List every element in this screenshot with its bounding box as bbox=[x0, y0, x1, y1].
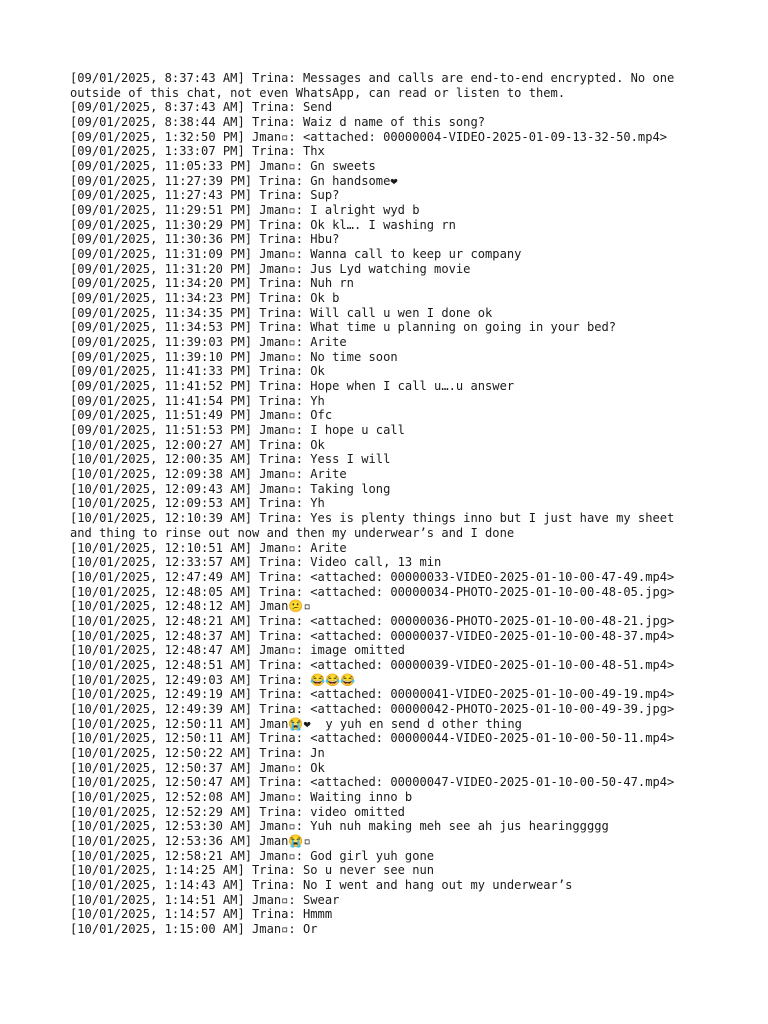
chat-line: [09/01/2025, 11:27:43 PM] Trina: Sup? bbox=[70, 188, 340, 203]
chat-line: [09/01/2025, 11:41:33 PM] Trina: Ok bbox=[70, 364, 325, 379]
chat-line: [10/01/2025, 12:48:37 AM] Trina: <attached: 00000037-VIDEO-2025-01-10-00-48-37.mp4> bbox=[70, 628, 675, 643]
chat-line: [09/01/2025, 11:51:53 PM] Jman▫: I hope u call bbox=[70, 423, 405, 438]
chat-line: [09/01/2025, 11:34:23 PM] Trina: Ok b bbox=[70, 291, 340, 306]
chat-line: [10/01/2025, 12:50:47 AM] Trina: <attached: 00000047-VIDEO-2025-01-10-00-50-47.mp4> bbox=[70, 775, 675, 790]
chat-line: [09/01/2025, 11:30:29 PM] Trina: Ok kl…. I washing rn bbox=[70, 217, 456, 232]
chat-line: [09/01/2025, 11:31:20 PM] Jman▫: Jus Lyd watching movie bbox=[70, 261, 471, 276]
chat-line: [09/01/2025, 11:41:52 PM] Trina: Hope when I call u….u answer bbox=[70, 379, 515, 394]
chat-line: [09/01/2025, 11:29:51 PM] Jman▫: I alright wyd b bbox=[70, 203, 420, 218]
chat-line: [10/01/2025, 12:48:12 AM] Jman😕▫ bbox=[70, 599, 311, 614]
chat-line: [09/01/2025, 8:37:43 AM] Trina: Messages and calls are end-to-end encrypted. No one outside of this chat, not even WhatsApp, can read or listen to them. bbox=[70, 71, 682, 100]
chat-line: [10/01/2025, 1:14:25 AM] Trina: So u never see nun bbox=[70, 863, 435, 878]
chat-line: [10/01/2025, 12:10:39 AM] Trina: Yes is plenty things inno but I just have my sheet and thing to rinse out now and then my underwear’s and I done bbox=[70, 511, 682, 540]
chat-line: [10/01/2025, 12:53:36 AM] Jman😭▫ bbox=[70, 833, 311, 848]
chat-line: [10/01/2025, 1:14:43 AM] Trina: No I went and hang out my underwear’s bbox=[70, 877, 573, 892]
chat-line: [09/01/2025, 11:30:36 PM] Trina: Hbu? bbox=[70, 232, 340, 247]
chat-line: [09/01/2025, 11:34:53 PM] Trina: What time u planning on going in your bed? bbox=[70, 320, 617, 335]
chat-line: [10/01/2025, 12:09:38 AM] Jman▫: Arite bbox=[70, 467, 347, 482]
chat-line: [09/01/2025, 11:27:39 PM] Trina: Gn handsome❤ bbox=[70, 173, 398, 188]
chat-line: [10/01/2025, 12:48:51 AM] Trina: <attached: 00000039-VIDEO-2025-01-10-00-48-51.mp4> bbox=[70, 657, 675, 672]
chat-line: [10/01/2025, 12:52:08 AM] Jman▫: Waiting inno b bbox=[70, 789, 413, 804]
chat-line: [09/01/2025, 11:39:03 PM] Jman▫: Arite bbox=[70, 335, 347, 350]
chat-line: [10/01/2025, 12:50:37 AM] Jman▫: Ok bbox=[70, 760, 325, 775]
chat-line: [10/01/2025, 12:48:05 AM] Trina: <attached: 00000034-PHOTO-2025-01-10-00-48-05.jpg> bbox=[70, 584, 675, 599]
chat-line: [09/01/2025, 1:33:07 PM] Trina: Thx bbox=[70, 144, 325, 159]
chat-line: [10/01/2025, 12:49:03 AM] Trina: 😂😂😂 bbox=[70, 672, 356, 687]
chat-line: [10/01/2025, 12:58:21 AM] Jman▫: God girl yuh gone bbox=[70, 848, 435, 863]
chat-line: [10/01/2025, 12:10:51 AM] Jman▫: Arite bbox=[70, 540, 347, 555]
chat-line: [10/01/2025, 12:33:57 AM] Trina: Video call, 13 min bbox=[70, 555, 442, 570]
chat-line: [10/01/2025, 12:47:49 AM] Trina: <attached: 00000033-VIDEO-2025-01-10-00-47-49.mp4> bbox=[70, 569, 675, 584]
chat-line: [09/01/2025, 11:39:10 PM] Jman▫: No time soon bbox=[70, 349, 398, 364]
chat-line: [10/01/2025, 12:00:27 AM] Trina: Ok bbox=[70, 437, 325, 452]
chat-line: [10/01/2025, 12:49:19 AM] Trina: <attached: 00000041-VIDEO-2025-01-10-00-49-19.mp4> bbox=[70, 687, 675, 702]
chat-line: [09/01/2025, 11:05:33 PM] Jman▫: Gn sweets bbox=[70, 159, 376, 174]
chat-line: [10/01/2025, 1:14:57 AM] Trina: Hmmm bbox=[70, 907, 333, 922]
chat-line: [10/01/2025, 12:09:43 AM] Jman▫: Taking long bbox=[70, 481, 391, 496]
chat-line: [09/01/2025, 1:32:50 PM] Jman▫: <attached: 00000004-VIDEO-2025-01-09-13-32-50.mp4> bbox=[70, 129, 668, 144]
chat-line: [10/01/2025, 12:52:29 AM] Trina: video omitted bbox=[70, 804, 405, 819]
chat-line: [09/01/2025, 11:51:49 PM] Jman▫: Ofc bbox=[70, 408, 333, 423]
chat-line: [10/01/2025, 12:48:21 AM] Trina: <attached: 00000036-PHOTO-2025-01-10-00-48-21.jpg> bbox=[70, 613, 675, 628]
chat-line: [10/01/2025, 1:15:00 AM] Jman▫: Or bbox=[70, 921, 318, 936]
chat-line: [10/01/2025, 12:00:35 AM] Trina: Yess I will bbox=[70, 452, 391, 467]
chat-line: [09/01/2025, 11:31:09 PM] Jman▫: Wanna call to keep ur company bbox=[70, 247, 522, 262]
chat-line: [09/01/2025, 8:38:44 AM] Trina: Waiz d name of this song? bbox=[70, 115, 486, 130]
chat-line: [09/01/2025, 11:34:35 PM] Trina: Will call u wen I done ok bbox=[70, 305, 493, 320]
chat-line: [10/01/2025, 12:50:22 AM] Trina: Jn bbox=[70, 745, 325, 760]
chat-line: [10/01/2025, 12:09:53 AM] Trina: Yh bbox=[70, 496, 325, 511]
chat-line: [10/01/2025, 12:48:47 AM] Jman▫: image omitted bbox=[70, 643, 405, 658]
chat-line: [09/01/2025, 11:41:54 PM] Trina: Yh bbox=[70, 393, 325, 408]
chat-line: [09/01/2025, 8:37:43 AM] Trina: Send bbox=[70, 100, 333, 115]
chat-line: [10/01/2025, 12:49:39 AM] Trina: <attached: 00000042-PHOTO-2025-01-10-00-49-39.jpg> bbox=[70, 701, 675, 716]
chat-line: [10/01/2025, 12:53:30 AM] Jman▫: Yuh nuh making meh see ah jus hearinggggg bbox=[70, 819, 609, 834]
chat-transcript bbox=[70, 71, 702, 937]
chat-line: [09/01/2025, 11:34:20 PM] Trina: Nuh rn bbox=[70, 276, 354, 291]
chat-line: [10/01/2025, 1:14:51 AM] Jman▫: Swear bbox=[70, 892, 340, 907]
chat-line: [10/01/2025, 12:50:11 AM] Jman😭❤ y yuh en send d other thing bbox=[70, 716, 522, 731]
chat-line: [10/01/2025, 12:50:11 AM] Trina: <attached: 00000044-VIDEO-2025-01-10-00-50-11.mp4> bbox=[70, 731, 675, 746]
